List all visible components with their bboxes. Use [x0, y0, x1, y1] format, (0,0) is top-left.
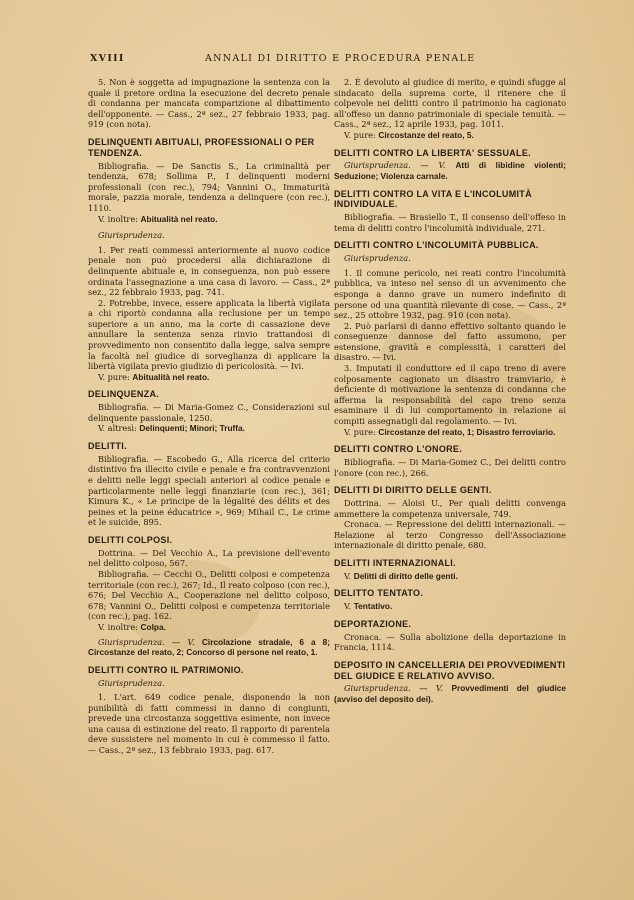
- xref-label: V. pure:: [98, 371, 130, 382]
- section-heading: DELINQUENTI ABITUALI, PROFESSIONALI O PER TENDENZA.: [88, 136, 315, 158]
- bibliography-entry: Bibliografia. — Escobedo G., Alla ricerca del criterio distintivo fra illecito civile e penale e fra contravvenzioni e delitti nelle leggi speciali anteriori al codice penale e particolarmente nelle leggi finanziarie (con rec.), 361; Kimura K., « Le principe de la légalité des délits et des peines et la peine éducatrice », 969; Mihail C., Le crime et le suicide, 895.: [88, 453, 330, 528]
- cross-reference: [88, 637, 330, 658]
- section-heading: DELITTI COLPOSI.: [88, 534, 173, 545]
- entry-paragraph: 3. Imputati il conduttore ed il capo treno di avere colposamente cagionato un disastro tramviario, è deficiente di motivazione la sentenza di condanna che afferma la responsabilità del capo treno senza esaminare il di lui comportamento in relazione ai compiti assegnatigli dal regolamento. — Ivi.: [334, 363, 566, 427]
- section-heading: DELITTI DI DIRITTO DELLE GENTI.: [334, 485, 492, 496]
- cross-reference: [334, 571, 566, 582]
- cross-reference: [334, 160, 566, 181]
- entry-paragraph: 2. Può parlarsi di danno effettivo soltanto quando le conseguenze dannose del fatto assumono, per estensione, gravità e complessità, i caratteri del disastro. — Ivi.: [334, 320, 566, 363]
- page-number: XVIII: [90, 53, 125, 64]
- bibliography-entry: Bibliografia. — Cecchi O., Delitti colposi e competenza territoriale (con rec.), 267; Id., Il reato colposo (con rec.), 676; Del Vecchio A., Cooperazione nel delitto colposo, 678; Vannini O., Delitti colposi e competenza territoriale (con rec.), pag. 162.: [88, 568, 330, 622]
- section-heading: DEPOSITO IN CANCELLERIA DEI PROVVEDIMENTI DEL GIUDICE E RELATIVO AVVISO.: [334, 659, 566, 681]
- xref-label: V. pure:: [344, 129, 376, 140]
- subheading: Giurisprudenza.: [98, 677, 165, 688]
- xref-target: Delinquenti; Minori; Truffa.: [139, 423, 245, 434]
- doctrine-entry: Dottrina. — Del Vecchio A., La previsione dell'evento nel delitto colposo, 567.: [88, 547, 330, 569]
- entry-paragraph: 1. L'art. 649 codice penale, disponendo la non punibilità di fatti commessi in danno di congiunti, prevede una circostanza soggettiva esimente, non invece una causa di estinzione del reato. Il rapporto di parentela deve sussistere nel momento in cui è commesso il fatto. — Cass., 2ª sez., 13 febbraio 1933, pag. 617.: [88, 692, 330, 756]
- xref-label: V. pure:: [344, 426, 376, 437]
- xref-label: V.: [344, 570, 352, 581]
- cross-reference: [88, 214, 330, 225]
- section-heading: DELITTI CONTRO L'INCOLUMITÀ PUBBLICA.: [334, 240, 539, 251]
- section-heading: DELITTI CONTRO L'ONORE.: [334, 444, 463, 455]
- xref-target: Abitualità nel reato.: [132, 371, 210, 382]
- xref-label: V. inoltre:: [98, 621, 138, 632]
- xref-target: Atti di libidine violenti; Seduzione; Violenza carnale.: [334, 160, 566, 181]
- entry-paragraph: 2. Potrebbe, invece, essere applicata la libertà vigilata a chi riportò condanna alla reclusione per un tempo superiore a un anno, ma la corte di cassazione deve annullare la sentenza senza rinvio trattandosi di provvedimento non consentito dalla legge, salva sempre la facoltà nel giudice di sorveglianza di applicare la libertà vigilata previo giudizio di pericolosità. — Ivi.: [88, 297, 330, 372]
- cross-reference: [334, 427, 566, 438]
- xref-label: Giurisprudenza. — V.: [344, 683, 443, 694]
- chronicle-entry: Cronaca. — Repressione dei delitti internazionali. — Relazione al terzo Congresso dell'Associazione internazionale di diritto penale, 680.: [334, 519, 566, 551]
- section-heading: DELINQUENZA.: [88, 389, 160, 400]
- left-column: [88, 77, 330, 756]
- bibliography-entry: Bibliografia. — Di Maria-Gomez C., Dei delitti contro l'onore (con rec.), 266.: [334, 457, 566, 478]
- xref-target: Colpa.: [140, 621, 166, 632]
- doctrine-entry: Dottrina. — Aloisi U., Per quali delitti convenga ammettere la competenza universale, 749.: [334, 498, 566, 519]
- xref-target: Delitti di diritto delle genti.: [353, 570, 458, 581]
- right-column: [334, 77, 566, 705]
- xref-target: Circostanze del reato, 1; Disastro ferroviario.: [378, 426, 556, 437]
- section-heading: DELITTI CONTRO IL PATRIMONIO.: [88, 664, 244, 675]
- xref-label: V. altresì:: [98, 423, 137, 434]
- xref-label: Giurisprudenza. — V.: [344, 160, 446, 171]
- entry-paragraph: 1. Il comune pericolo, nei reati contro l'incolumità pubblica, va inteso nel senso di un avvenimento che esponga a danno grave un numero indefinito di persone od una quantità rilevante di cose. — Cass., 2ª sez., 25 ottobre 1932, pag. 910 (con nota).: [334, 267, 566, 321]
- xref-label: V. inoltre:: [98, 213, 138, 224]
- cross-reference: [334, 683, 566, 704]
- xref-target: Abitualità nel reato.: [140, 213, 218, 224]
- xref-target: Circostanze del reato, 5.: [378, 129, 474, 140]
- section-heading: DELITTI INTERNAZIONALI.: [334, 557, 456, 568]
- entry-paragraph: 5. Non è soggetta ad impugnazione la sentenza con la quale il pretore ordina la esecuzione del decreto penale di condanna per mancata comparizione al dibattimento dell'opponente. — Cass., 2ª sez., 27 febbraio 1933, pag. 919 (con nota).: [88, 77, 330, 130]
- xref-label: V.: [344, 601, 352, 612]
- bibliography-entry: Bibliografia. — De Sanctis S., La criminalità per tendenza, 678; Sollima P., I delinquenti moderni professionali (con rec.), 794; Vannini O., Immaturità morale, pazzia morale, tendenza a delinquere (con rec.), 1110.: [88, 160, 330, 213]
- subheading: Giurisprudenza.: [344, 253, 411, 264]
- cross-reference: [88, 423, 330, 434]
- section-heading: DELITTI CONTRO LA VITA E L'INCOLUMITÀ INDIVIDUALE.: [334, 188, 532, 210]
- section-heading: DELITTO TENTATO.: [334, 588, 424, 599]
- bibliography-entry: Bibliografia. — Di Maria-Gomez C., Considerazioni sul delinquente passionale, 1250.: [88, 402, 330, 423]
- entry-paragraph: 1. Per reati commessi anteriormente al nuovo codice penale non può procedersi alla dichiarazione di delinquente abituale e, in conseguenza, non può essere ordinata l'assegnazione a una casa di lavoro. — Cass., 2ª sez., 22 febbraio 1933, pag. 741.: [88, 244, 330, 298]
- xref-label: Giurisprudenza. — V.: [98, 636, 195, 647]
- xref-target: Provvedimenti del giudice (avviso del deposito dei).: [334, 683, 566, 704]
- section-heading: DELITTI.: [88, 441, 127, 452]
- xref-target: Circolazione stradale, 6 a 8; Circostanze del reato, 2; Concorso di persone nel reato, 1.: [88, 636, 330, 658]
- subheading: Giurisprudenza.: [98, 230, 165, 241]
- xref-target: Tentativo.: [353, 601, 393, 612]
- section-heading: DEPORTAZIONE.: [334, 618, 412, 629]
- cross-reference: [334, 601, 566, 612]
- cross-reference: [88, 372, 330, 383]
- entry-paragraph: 2. È devoluto al giudice di merito, e quindi sfugge al sindacato della suprema corte, il ritenere che il colpevole nei delitti contro il patrimonio ha cagionato all'offeso un danno patrimoniale di speciale tenuità. — Cass., 2ª sez., 12 aprile 1933, pag. 1011.: [334, 77, 566, 130]
- running-title: ANNALI DI DIRITTO E PROCEDURA PENALE: [205, 53, 476, 64]
- chronicle-entry: Cronaca. — Sulla abolizione della deportazione in Francia, 1114.: [334, 631, 566, 653]
- bibliography-entry: Bibliografia. — Brasiello T., Il consenso dell'offeso in tema di delitti contro l'incolumità individuale, 271.: [334, 212, 566, 233]
- cross-reference: [88, 622, 330, 633]
- cross-reference: [334, 130, 566, 141]
- section-heading: DELITTI CONTRO LA LIBERTA' SESSUALE.: [334, 147, 531, 158]
